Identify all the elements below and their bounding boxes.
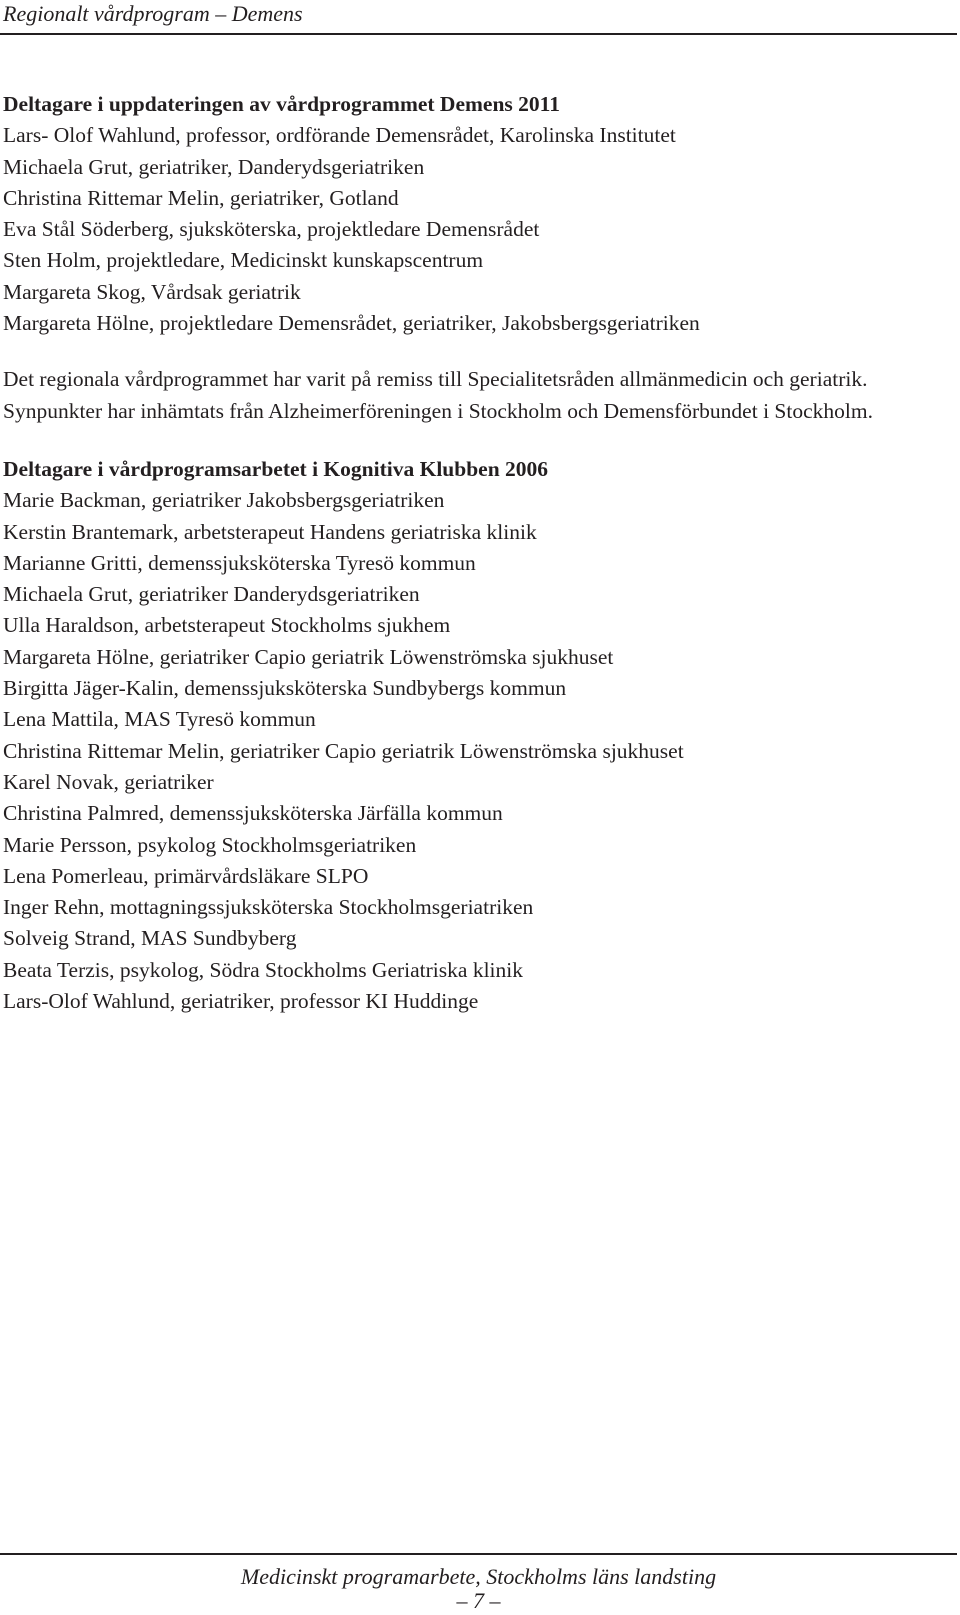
list-item: Margareta Skog, Vårdsak geriatrik bbox=[3, 279, 301, 304]
list-item: Birgitta Jäger-Kalin, demenssjuksköterska Sundbybergs kommun bbox=[3, 676, 567, 701]
list-item: Christina Rittemar Melin, geriatriker Capio geriatrik Löwenströmska sjukhuset bbox=[3, 738, 684, 763]
list-item: Christina Palmred, demenssjuksköterska Järfälla kommun bbox=[3, 801, 503, 826]
list-item: Eva Stål Söderberg, sjuksköterska, projektledare Demensrådet bbox=[3, 217, 540, 242]
list-item: Karel Novak, geriatriker bbox=[3, 769, 214, 794]
participant-list-update bbox=[3, 120, 953, 339]
list-item: Kerstin Brantemark, arbetsterapeut Handens geriatriska klinik bbox=[3, 519, 537, 544]
section-heading-klubben: Deltagare i vårdprogramsarbetet i Kognitiva Klubben 2006 bbox=[3, 456, 549, 481]
section-update-participants bbox=[3, 89, 953, 339]
footer-divider bbox=[0, 1553, 957, 1555]
running-header: Regionalt vårdprogram – Demens bbox=[3, 1, 303, 26]
list-item: Lars- Olof Wahlund, professor, ordförande Demensrådet, Karolinska Institutet bbox=[3, 123, 676, 148]
list-item: Marie Persson, psykolog Stockholmsgeriatriken bbox=[3, 832, 417, 857]
list-item: Lena Mattila, MAS Tyresö kommun bbox=[3, 707, 316, 732]
list-item: Marianne Gritti, demenssjuksköterska Tyresö kommun bbox=[3, 550, 476, 575]
remiss-paragraph-text: Det regionala vårdprogrammet har varit på remiss till Specialitetsråden allmänmedicin och geriatrik. Synpunkter har inhämtats från Alzheimerföreningen i Stockholm och Demensförbundet i Stockholm. bbox=[3, 367, 873, 423]
list-item: Margareta Hölne, geriatriker Capio geriatrik Löwenströmska sjukhuset bbox=[3, 644, 614, 669]
list-item: Solveig Strand, MAS Sundbyberg bbox=[3, 926, 297, 951]
list-item: Sten Holm, projektledare, Medicinskt kunskapscentrum bbox=[3, 248, 484, 273]
header-divider bbox=[0, 33, 957, 35]
list-item: Michaela Grut, geriatriker, Danderydsgeriatriken bbox=[3, 154, 425, 179]
page-content bbox=[3, 89, 953, 1017]
list-item: Christina Rittemar Melin, geriatriker, Gotland bbox=[3, 185, 399, 210]
footer-title: Medicinskt programarbete, Stockholms läns landsting bbox=[240, 1564, 717, 1589]
list-item: Lars-Olof Wahlund, geriatriker, professor KI Huddinge bbox=[3, 989, 479, 1014]
section-heading-update: Deltagare i uppdateringen av vårdprogrammet Demens 2011 bbox=[3, 92, 560, 116]
list-item: Beata Terzis, psykolog, Södra Stockholms Geriatriska klinik bbox=[3, 957, 523, 982]
list-item: Inger Rehn, mottagningssjuksköterska Stockholmsgeriatriken bbox=[3, 895, 534, 920]
list-item: Margareta Hölne, projektledare Demensrådet, geriatriker, Jakobsbergsgeriatriken bbox=[3, 311, 700, 336]
list-item: Lena Pomerleau, primärvårdsläkare SLPO bbox=[3, 863, 369, 888]
remiss-paragraph bbox=[3, 364, 953, 427]
section-klubben-participants bbox=[3, 454, 953, 1017]
participant-list-klubben bbox=[3, 485, 953, 1017]
list-item: Ulla Haraldson, arbetsterapeut Stockholms sjukhem bbox=[3, 613, 451, 638]
page-number: – 7 – bbox=[456, 1588, 501, 1613]
list-item: Marie Backman, geriatriker Jakobsbergsgeriatriken bbox=[3, 488, 445, 513]
list-item: Michaela Grut, geriatriker Danderydsgeriatriken bbox=[3, 582, 420, 607]
